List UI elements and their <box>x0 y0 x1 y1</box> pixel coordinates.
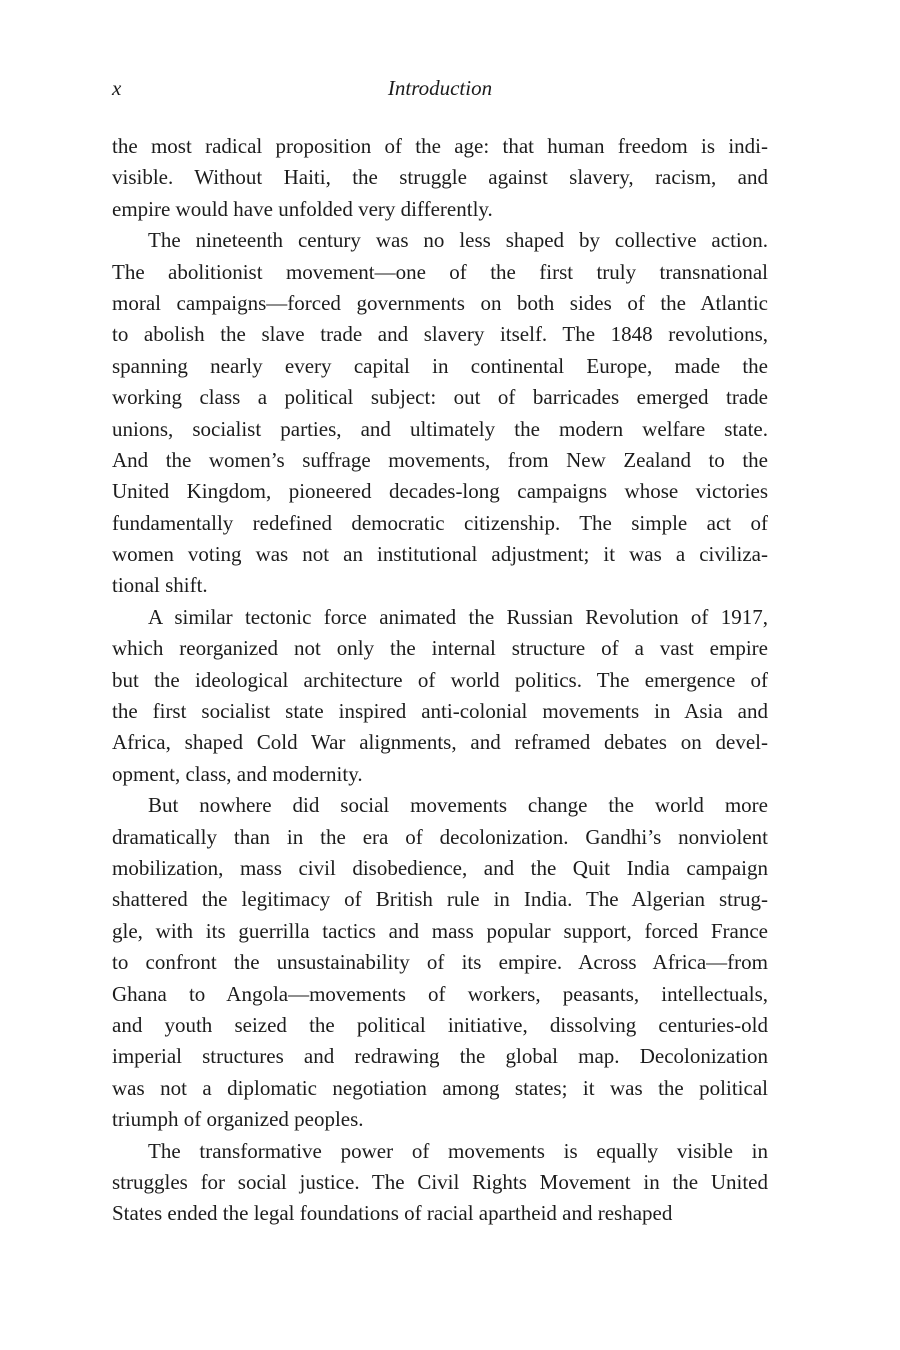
text-line: the first socialist state inspired anti-colonial movements in Asia and <box>112 699 768 724</box>
text-line: unions, socialist parties, and ultimately the modern welfare state. <box>112 416 768 441</box>
text-line: States ended the legal foundations of racial apartheid and reshaped <box>112 1201 673 1226</box>
text-line: And the women’s suffrage movements, from New Zealand to the <box>112 447 768 472</box>
text-line: struggles for social justice. The Civil Rights Movement in the United <box>112 1169 768 1194</box>
text-line: mobilization, mass civil disobedience, and the Quit India campaign <box>112 855 768 880</box>
text-line: spanning nearly every capital in continental Europe, made the <box>112 353 768 378</box>
text-line: imperial structures and redrawing the global map. Decolonization <box>112 1044 768 1069</box>
text-line: and youth seized the political initiative, dissolving centuries-old <box>112 1012 768 1037</box>
paragraph <box>112 225 768 602</box>
text-line: to abolish the slave trade and slavery itself. The 1848 revolutions, <box>112 322 768 347</box>
text-line: moral campaigns—forced governments on both sides of the Atlantic <box>112 290 768 315</box>
paragraph <box>112 790 768 1135</box>
paragraph <box>112 131 768 225</box>
body-text <box>112 131 768 1230</box>
paragraph <box>112 602 768 790</box>
text-line: was not a diplomatic negotiation among states; it was the political <box>112 1075 768 1100</box>
text-line: triumph of organized peoples. <box>112 1107 364 1132</box>
text-line: The abolitionist movement—one of the first truly transnational <box>112 259 768 284</box>
text-line: but the ideological architecture of world politics. The emergence of <box>112 667 768 692</box>
text-line: visible. Without Haiti, the struggle against slavery, racism, and <box>112 165 768 190</box>
running-head: Introduction <box>387 76 493 100</box>
text-line: women voting was not an institutional adjustment; it was a civiliza- <box>112 542 768 567</box>
text-line: empire would have unfolded very differently. <box>112 196 493 221</box>
text-line: shattered the legitimacy of British rule in India. The Algerian strug- <box>112 887 768 912</box>
text-line: United Kingdom, pioneered decades-long campaigns whose victories <box>112 479 768 504</box>
text-line: gle, with its guerrilla tactics and mass popular support, forced France <box>112 918 768 943</box>
text-line: The transformative power of movements is equally visible in <box>148 1138 768 1163</box>
text-line: Ghana to Angola—movements of workers, peasants, intellectuals, <box>112 981 768 1006</box>
page-number: x <box>112 76 122 100</box>
text-line: fundamentally redefined democratic citizenship. The simple act of <box>112 510 768 535</box>
text-line: which reorganized not only the internal structure of a vast empire <box>112 636 768 661</box>
text-line: But nowhere did social movements change the world more <box>148 793 768 818</box>
paragraph <box>112 1136 768 1230</box>
text-line: the most radical proposition of the age: that human freedom is indi- <box>112 134 768 158</box>
text-line: dramatically than in the era of decolonization. Gandhi’s nonviolent <box>112 824 768 849</box>
text-line: The nineteenth century was no less shaped by collective action. <box>148 228 768 253</box>
text-line: tional shift. <box>112 573 208 598</box>
text-line: Africa, shaped Cold War alignments, and reframed debates on devel- <box>112 730 768 755</box>
text-line: opment, class, and modernity. <box>112 761 363 786</box>
text-line: to confront the unsustainability of its empire. Across Africa—from <box>112 950 768 975</box>
page-header <box>112 76 768 104</box>
text-line: working class a political subject: out of barricades emerged trade <box>112 385 768 410</box>
text-line: A similar tectonic force animated the Russian Revolution of 1917, <box>148 604 768 629</box>
